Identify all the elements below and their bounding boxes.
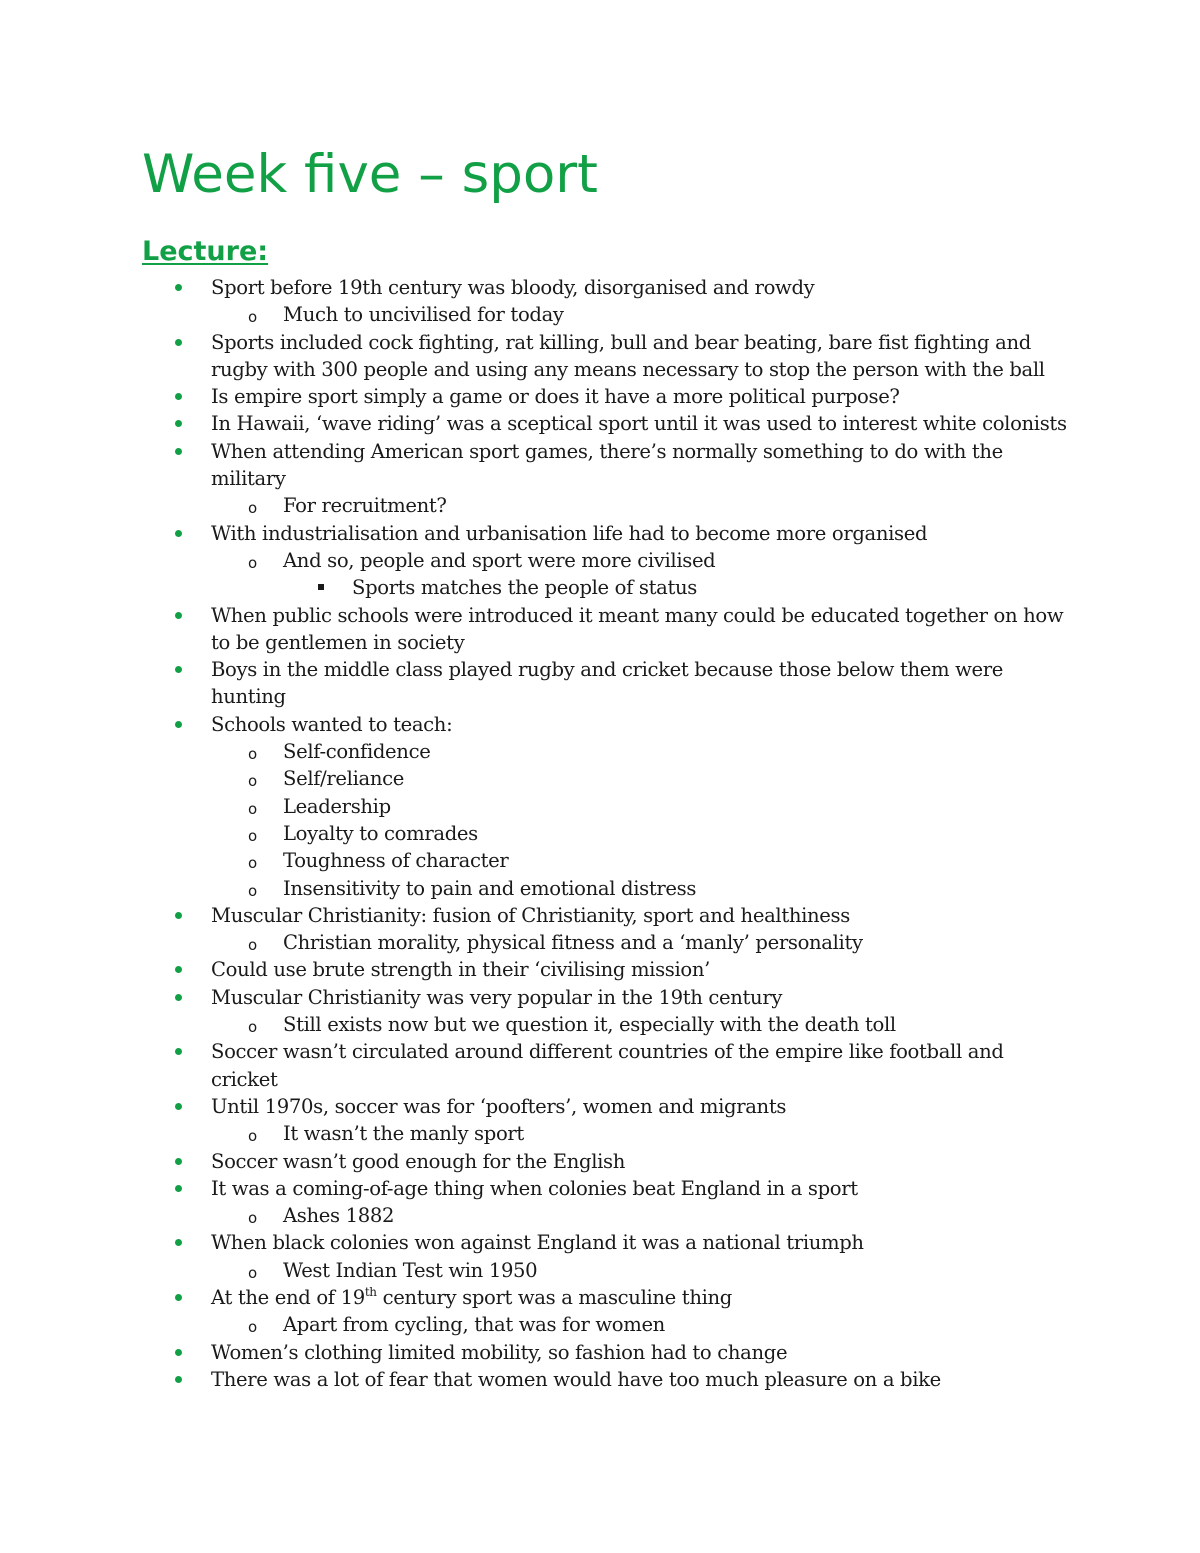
circle-o-bullet-icon: o (248, 1263, 257, 1282)
list-item-text: When attending American sport games, there’s normally something to do with the (211, 439, 1003, 463)
bullet-dot-icon (175, 1294, 182, 1301)
bullet-dot-icon (175, 1239, 182, 1246)
bullet-dot-icon (175, 1185, 182, 1192)
bullet-dot-icon (175, 666, 182, 673)
list-item-level-1 (0, 984, 1200, 1011)
list-item-text: Sports matches the people of status (352, 576, 697, 600)
list-item-text: military (211, 467, 286, 491)
list-item-text: And so, people and sport were more civilised (283, 548, 716, 572)
list-item-continuation (0, 465, 1200, 492)
list-item-text: In Hawaii, ‘wave riding’ was a sceptical sport until it was used to interest white colonists (211, 412, 1067, 436)
bullet-dot-icon (175, 530, 182, 537)
list-item-text: Boys in the middle class played rugby and cricket because those below them were (211, 658, 1004, 682)
list-item-continuation (0, 1066, 1200, 1093)
list-item-text: hunting (211, 685, 286, 709)
list-item-text: to be gentlemen in society (211, 630, 465, 654)
list-item-level-3 (0, 574, 1200, 601)
list-item-text: Until 1970s, soccer was for ‘poofters’, women and migrants (211, 1094, 787, 1118)
list-item-level-2 (0, 1202, 1200, 1229)
list-item-level-1 (0, 656, 1200, 683)
circle-o-bullet-icon: o (248, 499, 257, 518)
superscript-suffix: th (364, 1284, 377, 1299)
bullet-dot-icon (175, 912, 182, 919)
list-item-level-1 (0, 1229, 1200, 1256)
list-item-text: Loyalty to comrades (283, 821, 478, 845)
circle-o-bullet-icon: o (248, 1127, 257, 1146)
list-item-level-1 (0, 274, 1200, 301)
list-item-text: Soccer wasn’t good enough for the English (211, 1149, 626, 1173)
list-item-level-1 (0, 329, 1200, 356)
list-item-level-2 (0, 929, 1200, 956)
list-item-text: Insensitivity to pain and emotional distress (283, 876, 697, 900)
list-item-text: It wasn’t the manly sport (283, 1122, 524, 1146)
circle-o-bullet-icon: o (248, 1318, 257, 1337)
list-item-text: cricket (211, 1067, 278, 1091)
list-item-level-1 (0, 711, 1200, 738)
list-item-text (211, 1284, 732, 1311)
list-item-level-2 (0, 765, 1200, 792)
list-item-level-1 (0, 602, 1200, 629)
lecture-notes-list (0, 274, 1200, 1393)
list-item-level-2 (0, 820, 1200, 847)
list-item-level-2 (0, 1120, 1200, 1147)
list-item-text: It was a coming-of-age thing when colonies beat England in a sport (211, 1176, 858, 1200)
circle-o-bullet-icon: o (248, 745, 257, 764)
list-item-text: Self/reliance (283, 767, 404, 791)
list-item-level-1 (0, 956, 1200, 983)
bullet-dot-icon (175, 284, 182, 291)
list-item-level-2 (0, 1011, 1200, 1038)
bullet-dot-icon (175, 420, 182, 427)
list-item-text: Schools wanted to teach: (211, 712, 453, 736)
list-item-level-2 (0, 847, 1200, 874)
list-item-text: Ashes 1882 (283, 1204, 395, 1228)
list-item-level-1 (0, 1038, 1200, 1065)
list-item-text: Much to uncivilised for today (283, 303, 564, 327)
list-item-level-2 (0, 301, 1200, 328)
list-item-level-1 (0, 1175, 1200, 1202)
circle-o-bullet-icon: o (248, 1209, 257, 1228)
list-item-text: When black colonies won against England it was a national triumph (211, 1231, 864, 1255)
bullet-dot-icon (175, 393, 182, 400)
list-item-text: rugby with 300 people and using any means necessary to stop the person with the ball (211, 357, 1045, 381)
list-item-text: Could use brute strength in their ‘civilising mission’ (211, 958, 711, 982)
circle-o-bullet-icon: o (248, 881, 257, 900)
list-item-continuation (0, 356, 1200, 383)
list-item-text: Christian morality, physical fitness and a ‘manly’ personality (283, 931, 863, 955)
list-item-level-1 (0, 1148, 1200, 1175)
list-item-text: Muscular Christianity: fusion of Christianity, sport and healthiness (211, 903, 850, 927)
list-item-continuation (0, 683, 1200, 710)
list-item-level-1 (0, 410, 1200, 437)
bullet-dot-icon (175, 612, 182, 619)
list-item-level-1 (0, 1093, 1200, 1120)
bullet-dot-icon (175, 1349, 182, 1356)
list-item-text: Self-confidence (283, 740, 431, 764)
list-item-level-2 (0, 875, 1200, 902)
list-item-text: Muscular Christianity was very popular in the 19th century (211, 985, 783, 1009)
list-item-text: Sport before 19th century was bloody, disorganised and rowdy (211, 276, 815, 299)
bullet-dot-icon (175, 1103, 182, 1110)
list-item-level-1 (0, 438, 1200, 465)
bullet-dot-icon (175, 994, 182, 1001)
list-item-text-part: century sport was a masculine thing (376, 1285, 732, 1309)
circle-o-bullet-icon: o (248, 553, 257, 572)
list-item-level-1 (0, 1284, 1200, 1311)
list-item-level-2 (0, 1311, 1200, 1338)
list-item-text: With industrialisation and urbanisation life had to become more organised (211, 521, 928, 545)
list-item-level-2 (0, 1257, 1200, 1284)
circle-o-bullet-icon: o (248, 854, 257, 873)
list-item-level-1 (0, 1366, 1200, 1393)
circle-o-bullet-icon: o (248, 936, 257, 955)
list-item-level-1 (0, 1339, 1200, 1366)
list-item-text: There was a lot of fear that women would have too much pleasure on a bike (211, 1367, 941, 1391)
square-bullet-icon (318, 584, 324, 590)
bullet-dot-icon (175, 448, 182, 455)
list-item-text: Apart from cycling, that was for women (283, 1313, 665, 1337)
bullet-dot-icon (175, 339, 182, 346)
bullet-dot-icon (175, 1376, 182, 1383)
circle-o-bullet-icon: o (248, 1018, 257, 1037)
list-item-text: Soccer wasn’t circulated around different countries of the empire like football and (211, 1040, 1004, 1064)
list-item-level-1 (0, 902, 1200, 929)
circle-o-bullet-icon: o (248, 772, 257, 791)
bullet-dot-icon (175, 721, 182, 728)
list-item-text: Sports included cock fighting, rat killing, bull and bear beating, bare fist fighting and (211, 330, 1031, 354)
section-heading-lecture: Lecture: (142, 236, 269, 267)
list-item-text: Is empire sport simply a game or does it have a more political purpose? (211, 385, 900, 409)
list-item-level-2 (0, 738, 1200, 765)
list-item-text: When public schools were introduced it meant many could be educated together on how (211, 603, 1064, 627)
bullet-dot-icon (175, 1048, 182, 1055)
list-item-level-1 (0, 383, 1200, 410)
list-item-text: Women’s clothing limited mobility, so fashion had to change (211, 1340, 788, 1364)
list-item-continuation (0, 629, 1200, 656)
list-item-text: For recruitment? (283, 494, 447, 518)
bullet-dot-icon (175, 966, 182, 973)
list-item-text: Still exists now but we question it, especially with the death toll (283, 1013, 896, 1037)
list-item-text: West Indian Test win 1950 (283, 1258, 538, 1282)
bullet-dot-icon (175, 1158, 182, 1165)
circle-o-bullet-icon: o (248, 826, 257, 845)
list-item-level-2 (0, 492, 1200, 519)
list-item-text: Leadership (283, 794, 391, 818)
list-item-text-part: At the end of 19 (211, 1285, 365, 1309)
list-item-level-2 (0, 793, 1200, 820)
document-title: Week five – sport (142, 144, 598, 205)
list-item-text: Toughness of character (283, 849, 509, 873)
list-item-level-2 (0, 547, 1200, 574)
list-item-level-1 (0, 520, 1200, 547)
circle-o-bullet-icon: o (248, 308, 257, 327)
circle-o-bullet-icon: o (248, 799, 257, 818)
